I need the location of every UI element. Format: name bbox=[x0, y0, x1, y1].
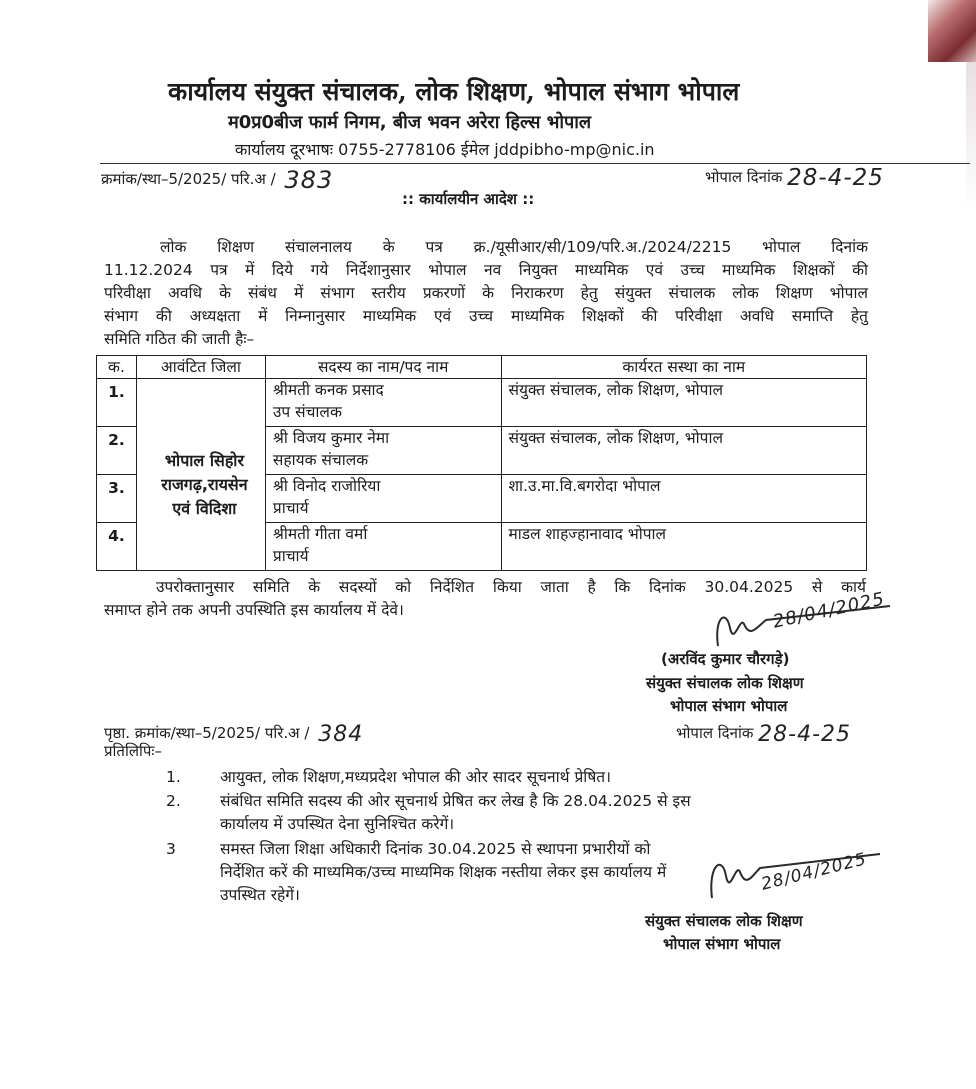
closing-line: समाप्त होने तक अपनी उपस्थिति इस कार्यालय में देवे। bbox=[104, 601, 404, 619]
intro-line: लोक शिक्षण संचालनालय के पत्र क्र./यूसीआर/सी/109/परि.अ./2024/2215 भोपाल दिनांक bbox=[160, 238, 868, 256]
copy-item bbox=[166, 838, 666, 907]
signatory-2-place: भोपाल संभाग भोपाल bbox=[663, 935, 781, 953]
endorsement-number-label: पृष्ठा. क्रमांक/स्था–5/2025/ परि.अ / bbox=[104, 724, 310, 742]
institution-cell: शा.उ.मा.वि.बगरोदा भोपाल bbox=[501, 475, 867, 523]
row-serial: 3. bbox=[97, 475, 137, 523]
member-post: प्राचार्य bbox=[272, 499, 309, 517]
copy-to-label: प्रतिलिपिः– bbox=[104, 742, 162, 760]
intro-line: 11.12.2024 पत्र में दिये गये निर्देशानुसार भोपाल नव नियुक्त माध्यमिक एवं उच्च माध्यमिक शिक्षकों की bbox=[104, 261, 868, 279]
order-number-handwritten: 383 bbox=[284, 166, 334, 194]
table-header-row bbox=[97, 356, 867, 379]
institution-cell: संयुक्त संचालक, लोक शिक्षण, भोपाल bbox=[501, 379, 867, 427]
order-date-handwritten: 28-4-25 bbox=[787, 165, 884, 191]
endorsement-date-handwritten: 28-4-25 bbox=[758, 722, 852, 747]
closing-line: उपरोक्तानुसार समिति के सदस्यों को निर्देशित किया जाता है कि दिनांक 30.04.2025 से कार्य bbox=[156, 578, 866, 596]
copy-number: 1. bbox=[166, 768, 181, 786]
office-address: म0प्र0बीज फार्म निगम, बीज भवन अरेरा हिल्स भोपाल bbox=[228, 112, 592, 133]
torn-corner-decoration bbox=[928, 0, 976, 62]
col-header-member: सदस्य का नाम/पद नाम bbox=[265, 356, 501, 379]
member-post: प्राचार्य bbox=[272, 547, 309, 565]
copy-number: 2. bbox=[166, 792, 181, 810]
intro-line: परिवीक्षा अवधि के संबंध में संभाग स्तरीय प्रकरणों के निराकरण हेतु संयुक्त संचालक लोक शिक्षण भोपाल bbox=[104, 284, 868, 302]
order-date-label: भोपाल दिनांक bbox=[705, 168, 783, 186]
copy-text: कार्यालय में उपस्थित देना सुनिश्चित करेगें। bbox=[220, 815, 455, 833]
district-line: एवं विदिशा bbox=[172, 499, 237, 518]
copy-text: समस्त जिला शिक्षा अधिकारी दिनांक 30.04.2025 से स्थापना प्रभारीयों को bbox=[220, 840, 651, 858]
member-name: श्रीमती गीता वर्मा bbox=[272, 525, 368, 543]
member-cell bbox=[265, 475, 501, 523]
row-serial: 4. bbox=[97, 523, 137, 571]
signatory-name: (अरविंद कुमार चौरगड़े) bbox=[661, 650, 790, 668]
signature-1-date: 28/04/2025 bbox=[771, 588, 887, 633]
copy-number: 3 bbox=[166, 840, 176, 858]
row-serial: 2. bbox=[97, 427, 137, 475]
institution-cell: संयुक्त संचालक, लोक शिक्षण, भोपाल bbox=[501, 427, 867, 475]
signatory-designation: संयुक्त संचालक लोक शिक्षण bbox=[646, 674, 804, 692]
col-header-institution: कार्यरत सस्था का नाम bbox=[501, 356, 867, 379]
copy-item bbox=[166, 766, 611, 789]
copy-item bbox=[166, 790, 691, 836]
member-name: श्री विजय कुमार नेमा bbox=[272, 429, 390, 447]
member-cell bbox=[265, 427, 501, 475]
member-name: श्री विनोद राजोरिया bbox=[272, 477, 381, 495]
col-header-district: आवंटित जिला bbox=[136, 356, 265, 379]
district-line: राजगढ़,रायसेन bbox=[161, 475, 248, 494]
committee-table bbox=[96, 355, 867, 571]
endorsement-number-handwritten: 384 bbox=[318, 722, 364, 747]
member-name: श्रीमती कनक प्रसाद bbox=[272, 381, 384, 399]
signature-2-date: 28/04/2025 bbox=[759, 849, 869, 895]
intro-paragraph bbox=[104, 236, 868, 351]
row-serial: 1. bbox=[97, 379, 137, 427]
copy-text: संबंधित समिति सदस्य की ओर सूचनार्थ प्रेषित कर लेख है कि 28.04.2025 से इस bbox=[220, 792, 691, 810]
order-heading: :: कार्यालयीन आदेश :: bbox=[402, 190, 535, 208]
copy-text: उपस्थित रहेगें। bbox=[220, 886, 300, 904]
endorsement-date-label: भोपाल दिनांक bbox=[676, 724, 754, 742]
endorsement-date bbox=[676, 719, 852, 747]
copy-text: आयुक्त, लोक शिक्षण,मध्यप्रदेश भोपाल की ओर सादर सूचनार्थ प्रेषित। bbox=[220, 768, 611, 786]
signatory-place: भोपाल संभाग भोपाल bbox=[670, 697, 788, 715]
institution-cell: माडल शाहज्हानावाद भोपाल bbox=[501, 523, 867, 571]
member-cell bbox=[265, 379, 501, 427]
district-line: भोपाल सिहोर bbox=[164, 451, 244, 470]
table-row bbox=[97, 379, 867, 427]
order-number bbox=[101, 162, 334, 194]
member-cell bbox=[265, 523, 501, 571]
member-post: उप संचालक bbox=[272, 403, 342, 421]
intro-line: संभाग की अध्यक्षता में निम्नानुसार माध्यमिक एवं उच्च माध्यमिक शिक्षकों की परिवीक्षा अवधि समाप्ति हेतु bbox=[104, 307, 868, 325]
allotted-district-cell bbox=[136, 379, 265, 571]
order-date bbox=[705, 162, 884, 191]
intro-line: समिति गठित की जाती हैः– bbox=[104, 330, 255, 348]
col-header-serial: क. bbox=[97, 356, 137, 379]
office-title: कार्यालय संयुक्त संचालक, लोक शिक्षण, भोपाल संभाग भोपाल bbox=[168, 77, 740, 106]
copy-text: निर्देशित करें की माध्यमिक/उच्च माध्यमिक शिक्षक नस्तीया लेकर इस कार्यालय में bbox=[220, 863, 667, 881]
member-post: सहायक संचालक bbox=[272, 451, 369, 469]
signatory-2-designation: संयुक्त संचालक लोक शिक्षण bbox=[645, 912, 803, 930]
order-number-label: क्रमांक/स्था–5/2025/ परि.अ / bbox=[101, 170, 276, 188]
office-contact: कार्यालय दूरभाषः 0755-2778106 ईमेल jddpibho-mp@nic.in bbox=[235, 140, 655, 159]
page-edge-shadow bbox=[966, 62, 976, 212]
